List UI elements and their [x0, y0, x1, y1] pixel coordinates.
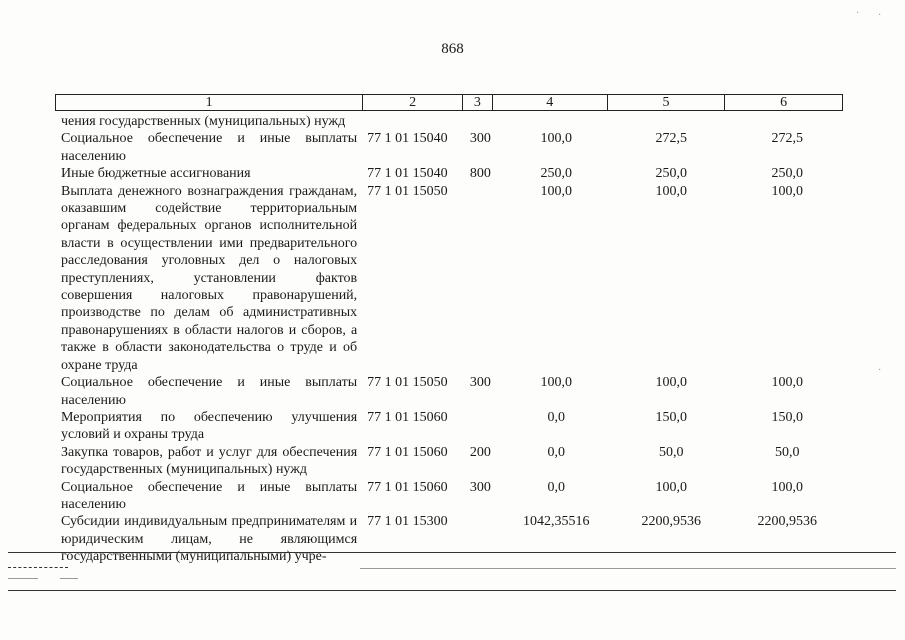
row-code: 77 1 01 15060 [367, 479, 448, 495]
row-name: Социальное обеспечение и иные выплаты населению [61, 375, 358, 408]
scan-line [8, 578, 38, 579]
row-code [359, 113, 470, 130]
row-code: 77 1 01 15040 [367, 166, 448, 182]
row-value-6: 100,0 [771, 183, 803, 199]
row-value-6: 100,0 [771, 375, 803, 391]
row-type: 800 [469, 166, 491, 182]
header-col-5: 5 [608, 95, 726, 110]
row-value-5: 100,0 [655, 183, 687, 199]
row-type: 200 [469, 444, 491, 460]
table-row [55, 444, 845, 479]
table-row [55, 374, 845, 409]
scan-line [60, 578, 78, 579]
row-value-4: 1042,35516 [522, 514, 590, 530]
row-value-4: 250,0 [540, 166, 572, 182]
table-row [55, 479, 845, 514]
scan-line [360, 568, 896, 569]
row-value-6: 100,0 [771, 479, 803, 495]
row-value-4: 0,0 [547, 479, 565, 495]
row-code: 77 1 01 15060 [367, 409, 448, 425]
row-value-5: 250,0 [655, 166, 687, 182]
row-value-5 [613, 113, 730, 130]
row-code: 77 1 01 15050 [367, 375, 448, 391]
scan-speck: · [878, 10, 882, 21]
row-value-4: 0,0 [547, 409, 565, 425]
row-code: 77 1 01 15040 [367, 131, 448, 147]
table-row [55, 113, 845, 130]
row-value-5: 2200,9536 [641, 514, 701, 530]
row-type: 300 [469, 375, 491, 391]
table-row [55, 130, 845, 165]
row-name: Иные бюджетные ассигнования [61, 166, 251, 182]
row-value-6: 50,0 [775, 444, 800, 460]
row-value-4: 100,0 [540, 131, 572, 147]
row-type [470, 113, 500, 130]
strike-line [8, 567, 68, 568]
table-body [55, 113, 845, 566]
row-code: 77 1 01 15050 [367, 183, 448, 199]
row-name: Субсидии индивидуальным предпринимателям и юридическим лицам, не являющимся государственными (муниципальными) учре- [61, 514, 358, 565]
row-value-4: 100,0 [540, 375, 572, 391]
row-value-5: 150,0 [655, 409, 687, 425]
row-name: чения государственных (муниципальных) нужд [61, 114, 346, 129]
row-name: Выплата денежного вознаграждения гражданам, оказавшим содействие территориальным органам федеральных органов исполнительной власти в осуществлении ими предварительного расследования уголовных дел о налоговых преступлениях, установлении фактов совершения налоговых правонарушений, производстве по делам об административных правонарушениях в области налогов и сборов, а также в области законодательства о труде и об охране труда [61, 183, 358, 373]
row-type [470, 183, 500, 374]
row-value-6 [730, 113, 846, 130]
row-code: 77 1 01 15060 [367, 444, 448, 460]
row-name: Социальное обеспечение и иные выплаты населению [61, 131, 358, 164]
row-value-6: 272,5 [771, 131, 803, 147]
row-value-6: 250,0 [771, 166, 803, 182]
row-value-5: 272,5 [655, 131, 687, 147]
row-value-5: 100,0 [655, 375, 687, 391]
row-value-4: 100,0 [540, 183, 572, 199]
row-value-4 [499, 113, 613, 130]
table-row [55, 165, 845, 182]
row-type: 300 [469, 479, 491, 495]
row-value-5: 100,0 [655, 479, 687, 495]
row-value-4: 0,0 [547, 444, 565, 460]
header-col-4: 4 [493, 95, 608, 110]
table-row [55, 409, 845, 444]
row-type [470, 409, 500, 444]
strike-line [8, 552, 896, 553]
scan-speck: · [856, 8, 860, 19]
row-type: 300 [469, 131, 491, 147]
row-value-5: 50,0 [659, 444, 684, 460]
page-number: 868 [441, 41, 464, 57]
strike-line [8, 590, 896, 591]
row-value-6: 150,0 [771, 409, 803, 425]
header-col-1: 1 [56, 95, 363, 110]
table-row [55, 183, 845, 374]
row-name: Мероприятия по обеспечению улучшения условий и охраны труда [61, 409, 358, 443]
header-col-6: 6 [780, 95, 788, 110]
table-row [55, 513, 845, 565]
header-col-3: 3 [463, 95, 493, 110]
row-name: Закупка товаров, работ и услуг для обеспечения государственных (муниципальных) нужд [61, 444, 358, 478]
table-header [55, 94, 843, 111]
header-col-2: 2 [363, 95, 463, 110]
scan-speck: · [878, 365, 882, 376]
row-code: 77 1 01 15300 [367, 514, 448, 530]
row-value-6: 2200,9536 [757, 514, 817, 530]
row-name: Социальное обеспечение и иные выплаты населению [61, 479, 358, 512]
row-type [470, 513, 500, 565]
